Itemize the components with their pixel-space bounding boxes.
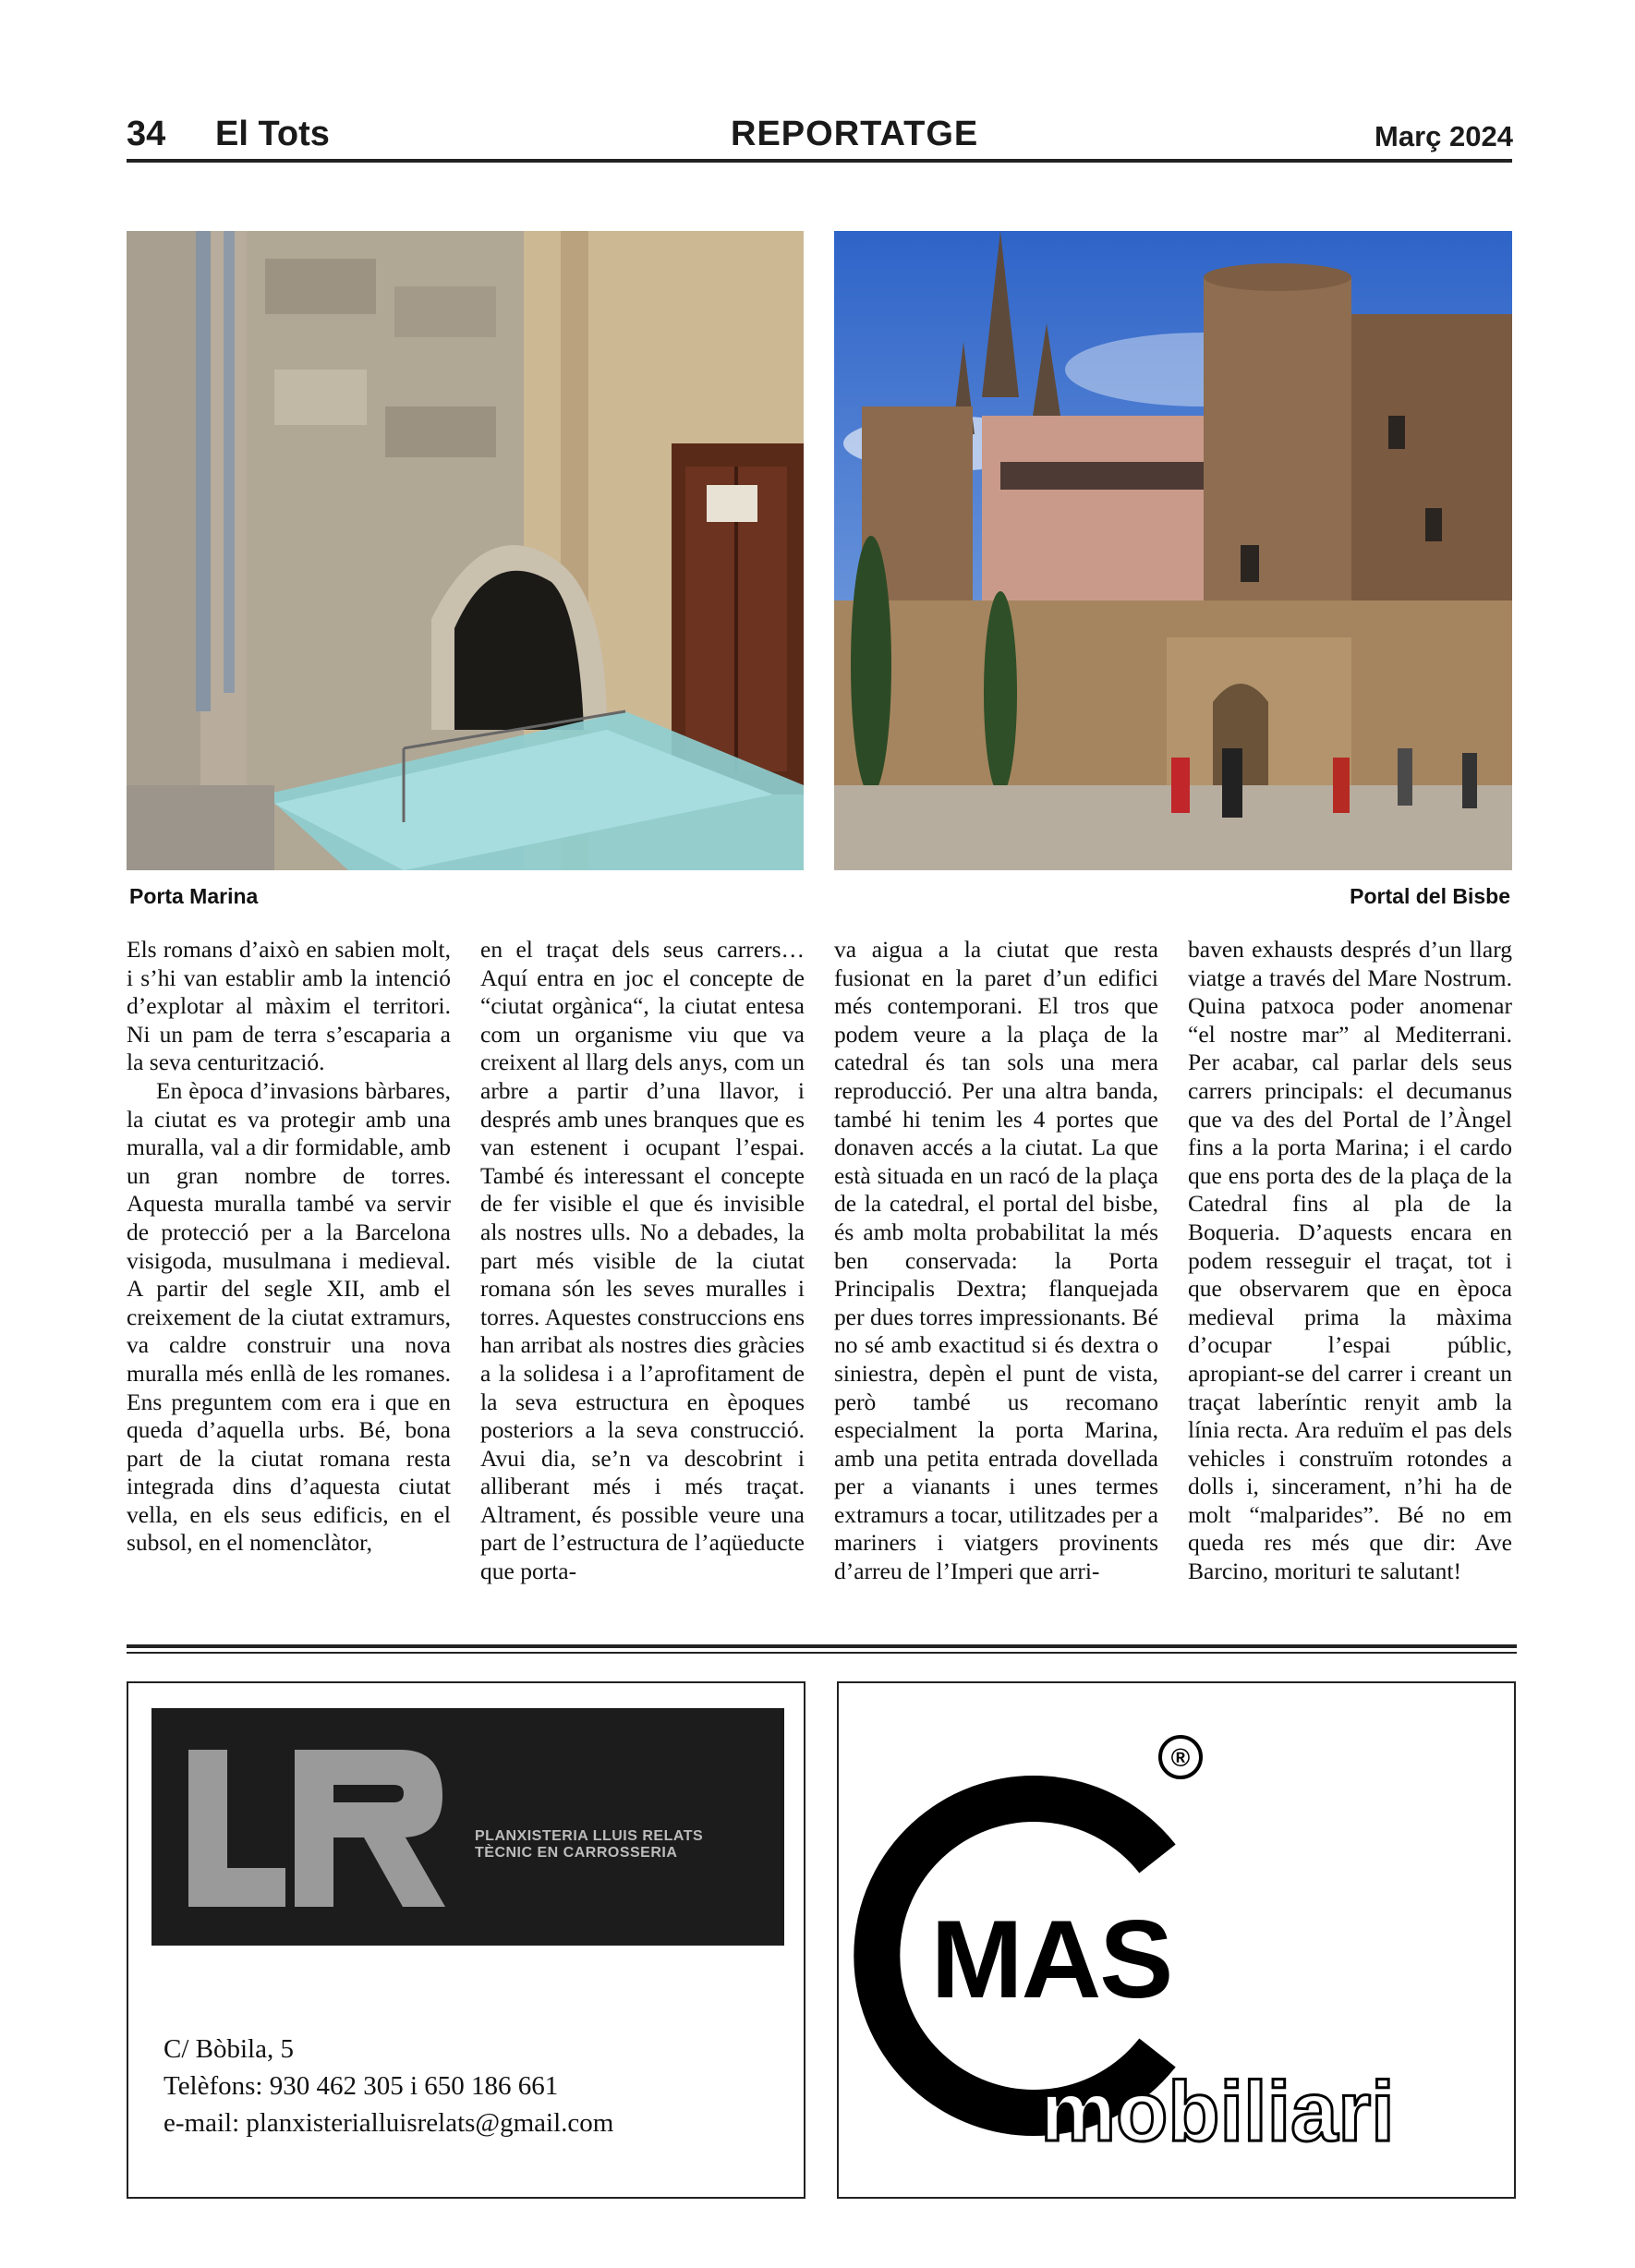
article-column-1 xyxy=(127,936,451,1558)
section-title: REPORTATGE xyxy=(731,115,979,153)
mobiliari-subbrand: mobiliari xyxy=(1040,2065,1395,2159)
mas-brand: MAS xyxy=(930,1898,1172,2021)
ad-company-name: PLANXISTERIA LLUIS RELATS xyxy=(475,1828,704,1844)
paragraph: en el traçat dels seus carrers… Aquí entra en joc el concepte de “ciutat orgànica“, la ciutat entesa com un organisme viu que va creixent al llarg dels anys, com un arbre a partir d’una llavor, i després amb unes branques que es van estenent i ocupant l’espai. També és interessant el concepte de fer visible el que és invisible als nostres ulls. No a debades, la part més visible de la ciutat romana són les seves muralles i torres. Aquestes construccions ens han arribat als nostres dies gràcies a la solidesa i a l’aprofitament de la seva estructura en èpoques posteriors a la seva construcció. Avui dia, se’n va descobrint i alliberant més i més traçat. Altrament, és possible veure una part de l’estructura de l’aqüeducte que porta- xyxy=(480,936,805,1585)
ad-mas-mobiliari xyxy=(837,1681,1516,2199)
header-rule xyxy=(127,159,1512,163)
ad-planxisteria xyxy=(127,1681,805,2199)
article-column-3 xyxy=(834,936,1158,1586)
paragraph: En època d’invasions bàrbares, la ciutat es va protegir amb una muralla, val a dir formidable, amb un gran nombre de torres. Aquesta muralla també va servir de protecció per a la Barcelona visigoda, musulmana i medieval. A partir del segle XII, amb el creixement de la ciutat extramurs, va caldre construir una nova muralla més enllà de les romanes. Ens preguntem com era i que en queda d’aquella urbs. Bé, bona part de la ciutat romana resta integrada dins d’aquesta ciutat vella, en els seus edificis, en el subsol, en el nomenclàtor, xyxy=(127,1076,451,1557)
publication-name: El Tots xyxy=(215,115,330,153)
footer-rule-thin xyxy=(127,1652,1517,1654)
photo-caption-right: Portal del Bisbe xyxy=(1350,884,1510,908)
registered-mark: ® xyxy=(1170,1743,1191,1772)
page-number: 34 xyxy=(127,115,166,153)
paragraph: baven exhausts després d’un llarg viatge a través del Mare Nostrum. Quina patxoca poder anomenar “el nostre mar” al Mediterrani. Per acabar, cal parlar dels seus carrers principals: el decumanus que va des del Portal de l’Àngel fins a la porta Marina; i el cardo que ens porta des de la plaça de la Catedral fins al pla de la Boqueria. D’aquests encara en podem resseguir el traçat, tot i que observarem que en època medieval prima la màxima d’ocupar l’espai públic, apropiant-se del carrer i creant un traçat laberíntic renyit amb la línia recta. Ara reduïm el pas dels vehicles i construïm rotondes a dolls i, sincerament, n’hi ha de molt “malparides”. Bé no em queda res més que dir: Ave Barcino, morituri te salutant! xyxy=(1188,936,1512,1585)
paragraph: va aigua a la ciutat que resta fusionat en la paret d’un edifici més contemporani. El tros que podem veure a la plaça de la catedral és tan sols una mera reproducció. Per una altra banda, també hi tenim les 4 portes que donaven accés a la ciutat. La que està situada en un racó de la plaça de la catedral, el portal del bisbe, és amb molta probabilitat la més ben conservada: la Porta Principalis Dextra; flanquejada per dues torres impressionants. Bé no sé amb exactitud si és dextra o siniestra, depèn el punt de vista, però també us recomano especialment la porta Marina, amb una petita entrada dovellada per a vianants i unes termes extramurs a tocar, utilitzades per a mariners i viatgers provinents d’arreu de l’Imperi que arri- xyxy=(834,936,1158,1585)
article-column-4 xyxy=(1188,936,1512,1586)
ad-phones: Telèfons: 930 462 305 i 650 186 661 xyxy=(164,2071,559,2101)
porta-marina-photo xyxy=(127,231,804,870)
lr-logo-banner xyxy=(151,1708,784,1946)
ad-company-tagline: TÈCNIC EN CARROSSERIA xyxy=(475,1845,678,1861)
lr-logo-icon xyxy=(151,1708,784,1946)
article-column-2 xyxy=(480,936,805,1586)
ad-address: C/ Bòbila, 5 xyxy=(164,2034,294,2064)
footer-rule xyxy=(127,1644,1517,1648)
photo-caption-left: Porta Marina xyxy=(129,884,259,908)
ad-email: e-mail: planxisterialluisrelats@gmail.com xyxy=(164,2108,614,2138)
mas-logo-icon xyxy=(839,1683,1514,2197)
paragraph: Els romans d’això en sabien molt, i s’hi van establir amb la intenció d’explotar al màxim el territori. Ni un pam de terra s’escaparia a la seva centurització. xyxy=(127,936,451,1076)
portal-del-bisbe-photo xyxy=(834,231,1512,870)
issue-date: Març 2024 xyxy=(1375,120,1513,152)
